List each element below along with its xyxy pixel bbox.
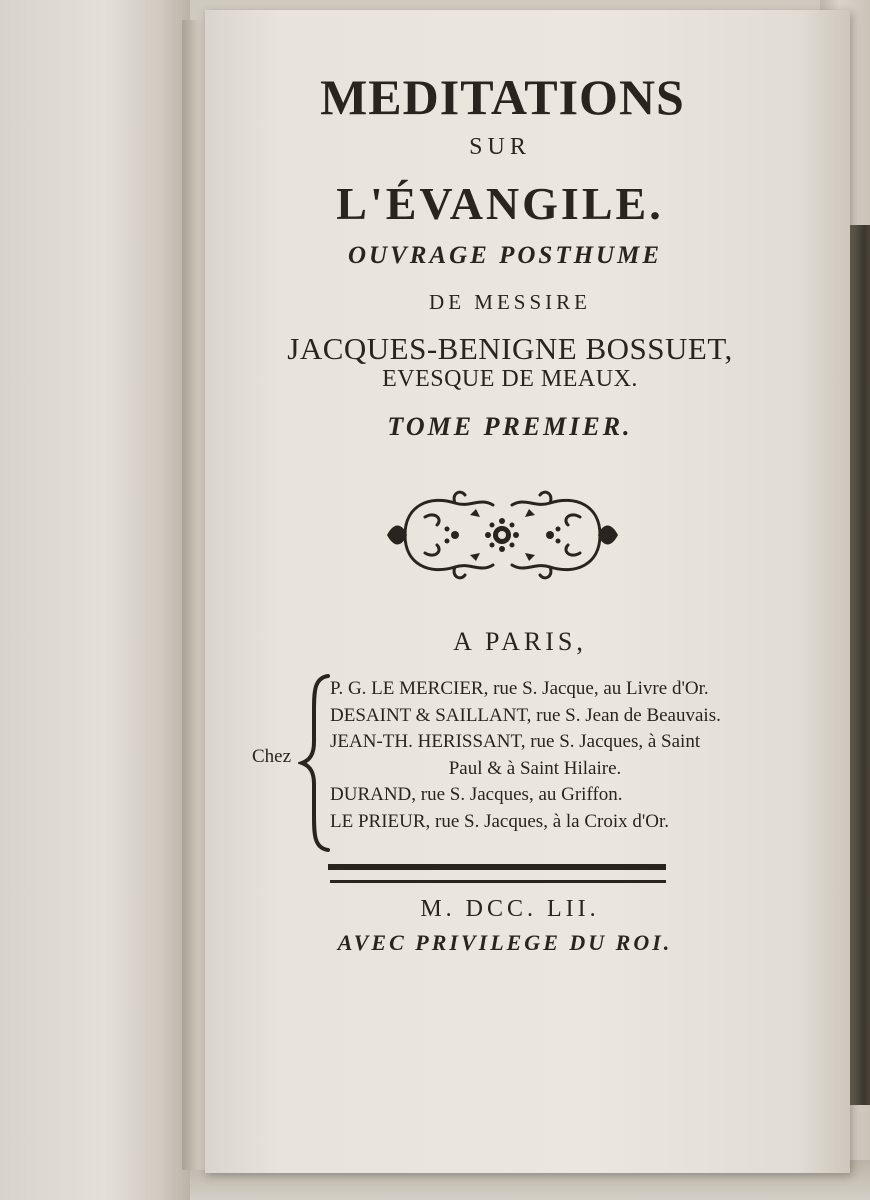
publisher-line: LE PRIEUR, rue S. Jacques, à la Croix d'Or. <box>330 810 670 832</box>
title-connector: SUR <box>469 134 531 160</box>
divider-rule-thin <box>330 880 666 883</box>
imprint-city: A PARIS, <box>453 627 587 656</box>
floral-vignette-icon <box>385 485 620 585</box>
curly-brace-icon <box>298 672 332 854</box>
divider-rule-thick <box>328 864 666 870</box>
volume-label: TOME PREMIER. <box>387 412 633 441</box>
left-blank-page <box>0 0 190 1200</box>
publisher-line: DESAINT & SAILLANT, rue S. Jean de Beauvais. <box>330 704 721 726</box>
author-title: EVESQUE DE MEAUX. <box>382 366 638 392</box>
publisher-line: DURAND, rue S. Jacques, au Griffon. <box>330 784 623 805</box>
work-type: OUVRAGE POSTHUME <box>347 242 662 269</box>
publication-date: M. DCC. LII. <box>420 896 600 922</box>
author-name: JACQUES-BENIGNE BOSSUET, <box>287 331 733 366</box>
publisher-line: JEAN-TH. HERISSANT, rue S. Jacques, à Saint <box>330 731 701 752</box>
publisher-line: Paul & à Saint Hilaire. <box>448 757 622 779</box>
imprint-chez: Chez <box>252 746 292 767</box>
publisher-list <box>330 676 760 835</box>
book-title: MEDITATIONS <box>320 69 685 125</box>
author-prefix: DE MESSIRE <box>429 290 591 314</box>
royal-privilege: AVEC PRIVILEGE DU ROI. <box>337 930 673 955</box>
book-subject: L'ÉVANGILE. <box>336 178 664 229</box>
publisher-line: P. G. LE MERCIER, rue S. Jacque, au Livre d'Or. <box>330 678 709 699</box>
